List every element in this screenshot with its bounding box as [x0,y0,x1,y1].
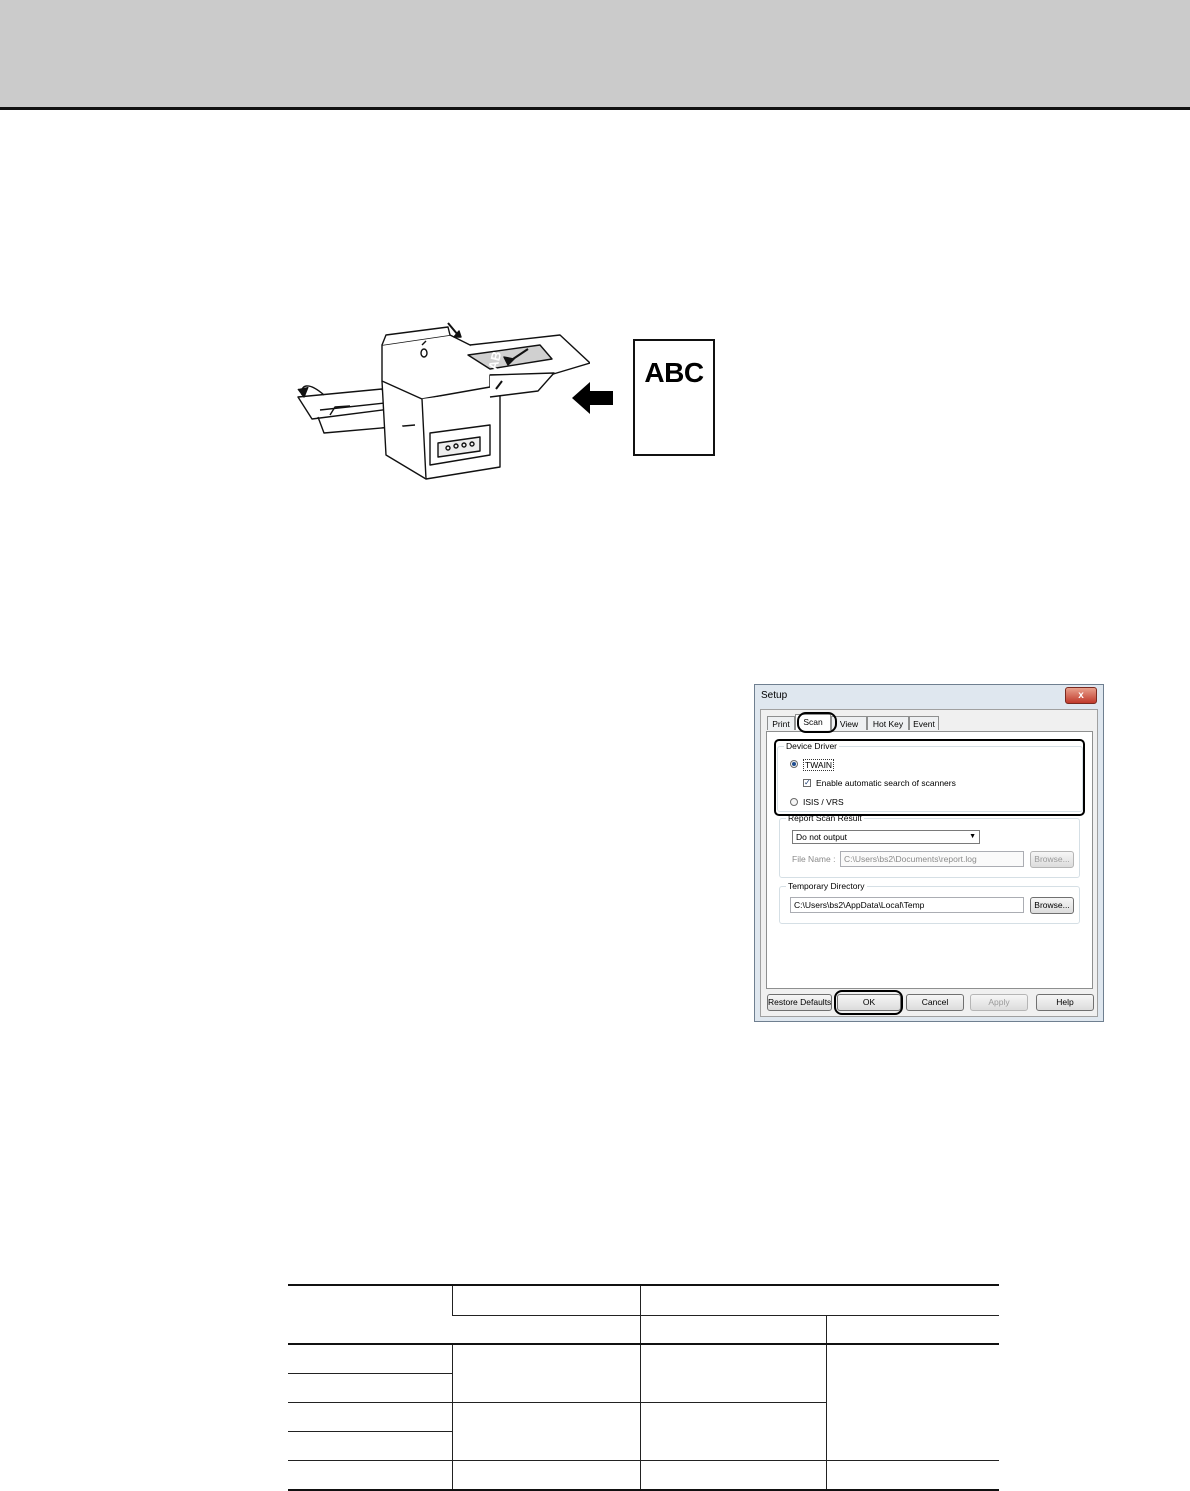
dialog-title: Setup [761,690,788,701]
table-cell [288,1432,452,1461]
report-output-select[interactable] [792,830,980,844]
setup-dialog [754,684,1104,1022]
cancel-button[interactable]: Cancel [906,994,964,1011]
twain-label: TWAIN [805,760,833,770]
report-browse-button[interactable]: Browse... [1030,851,1074,868]
isis-radio[interactable] [790,798,798,806]
sample-document-text: ABC [644,357,704,388]
scanner-illustration [290,315,590,490]
spec-table [288,1284,999,1491]
temporary-directory-label: Temporary Directory [788,881,865,891]
table-cell [826,1344,999,1461]
apply-button[interactable]: Apply [970,994,1028,1011]
insert-direction-arrow-icon [570,380,615,416]
tab-scan[interactable]: Scan [795,714,831,730]
tab-hot-key[interactable]: Hot Key [867,716,909,730]
table-cell [452,1461,640,1491]
isis-label: ISIS / VRS [803,797,844,807]
table-cell [452,1344,640,1403]
table-cell [826,1461,999,1491]
temporary-directory-group [779,881,1080,924]
table-header-cell [640,1285,999,1316]
report-scan-result-group [779,813,1080,878]
temp-directory-field[interactable]: C:\Users\bs2\AppData\Local\Temp [790,897,1024,913]
table-header-cell [452,1316,640,1345]
chevron-down-icon: ▼ [969,833,976,840]
table-cell [640,1344,826,1403]
header-rule [0,107,1190,110]
restore-defaults-button[interactable]: Restore Defaults [767,994,832,1011]
table-cell [288,1461,452,1491]
temp-browse-button[interactable]: Browse... [1030,897,1074,914]
auto-search-label: Enable automatic search of scanners [816,778,956,788]
table-header-cell [640,1316,826,1345]
file-name-field[interactable]: C:\Users\bs2\Documents\report.log [840,851,1024,867]
svg-text:AB: AB [485,349,505,372]
table-cell [288,1344,452,1374]
twain-radio[interactable] [790,760,798,768]
page-header-band [0,0,1190,107]
table-cell [640,1403,826,1461]
tab-print[interactable]: Print [767,716,795,730]
tab-view[interactable]: View [831,716,867,730]
sample-document [633,339,715,456]
close-icon: x [1078,690,1084,701]
tab-event[interactable]: Event [909,716,939,730]
ok-button[interactable]: OK [837,994,901,1011]
device-driver-label: Device Driver [786,741,838,751]
report-output-value: Do not output [796,832,848,842]
file-name-label: File Name : [792,854,836,864]
close-button[interactable] [1065,687,1097,704]
table-header-cell [826,1316,999,1345]
table-cell [288,1374,452,1403]
table-cell [452,1403,640,1461]
table-header-cell [288,1285,452,1344]
help-button[interactable]: Help [1036,994,1094,1011]
auto-search-checkbox[interactable]: ✓ [804,778,811,787]
table-header-cell [452,1285,640,1316]
table-cell [640,1461,826,1491]
device-driver-group [777,741,1083,812]
scan-tab-panel [766,731,1093,989]
report-scan-result-label: Report Scan Result [788,813,862,823]
table-cell [288,1403,452,1432]
